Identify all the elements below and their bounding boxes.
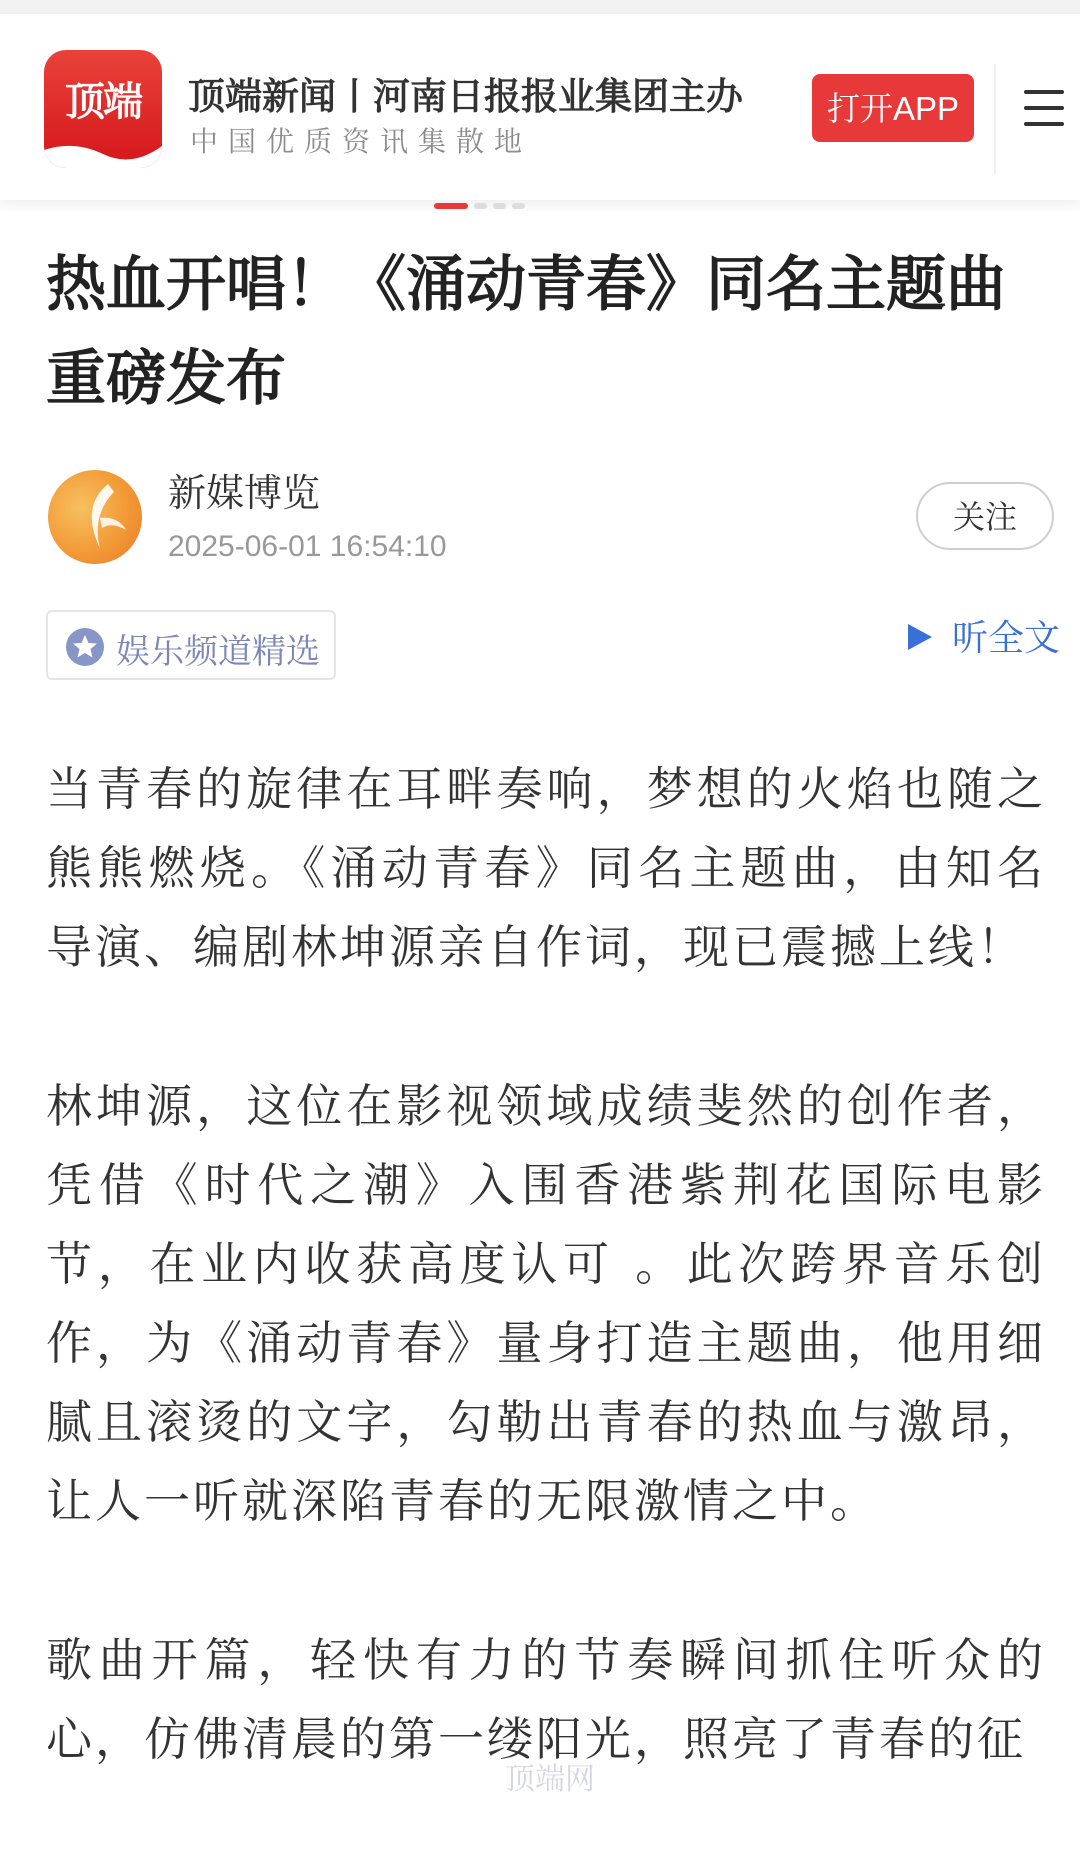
channel-tag[interactable]	[46, 610, 336, 680]
channel-tag-label: 娱乐频道精选	[116, 632, 320, 672]
brand-logo[interactable]	[44, 50, 162, 168]
article-paragraph: 林坤源，这位在影视领域成绩斐然的创作者，凭借《时代之潮》入围香港紫荆花国际电影节，在业内收获高度认可 。此次跨界音乐创作，为《涌动青春》量身打造主题曲，他用细腻且滚烫的文字，勾勒出青春的热血与激昂，让人一听就深陷青春的无限激情之中。	[46, 1079, 1046, 1528]
status-strip	[0, 0, 1080, 14]
header-divider	[994, 64, 996, 174]
carousel-dot	[474, 203, 487, 209]
app-header	[0, 14, 1080, 200]
play-icon	[906, 622, 934, 652]
open-app-button[interactable]: 打开APP	[812, 74, 974, 142]
carousel-dot	[493, 203, 506, 209]
carousel-dot-active	[434, 203, 468, 209]
author-logo-icon	[48, 470, 142, 564]
article-title: 热血开唱！《涌动青春》同名主题曲重磅发布	[46, 250, 1006, 414]
carousel-dot	[512, 203, 525, 209]
watermark: 顶端网	[505, 1762, 595, 1797]
article-paragraph: 歌曲开篇，轻快有力的节奏瞬间抓住听众的心，仿佛清晨的第一缕阳光，照亮了青春的征	[46, 1633, 1046, 1766]
article-paragraph: 当青春的旋律在耳畔奏响，梦想的火焰也随之熊熊燃烧。《涌动青春》同名主题曲，由知名导演、编剧林坤源亲自作词，现已震撼上线！	[46, 762, 1046, 974]
brand-subtitle: 中国优质资讯集散地	[190, 125, 533, 158]
star-badge-icon	[66, 628, 104, 666]
author-name[interactable]: 新媒博览	[168, 471, 321, 515]
menu-icon[interactable]	[1024, 90, 1064, 130]
brand-title: 顶端新闻丨河南日报报业集团主办	[188, 74, 743, 118]
listen-label: 听全文	[952, 618, 1061, 659]
author-avatar[interactable]	[48, 470, 142, 564]
logo-text: 顶端	[65, 78, 141, 125]
carousel-indicator	[434, 194, 531, 200]
follow-button[interactable]: 关注	[916, 482, 1054, 550]
logo-wave-icon	[44, 120, 162, 168]
article-body	[46, 750, 1046, 1859]
publish-time: 2025-06-01 16:54:10	[168, 530, 447, 563]
